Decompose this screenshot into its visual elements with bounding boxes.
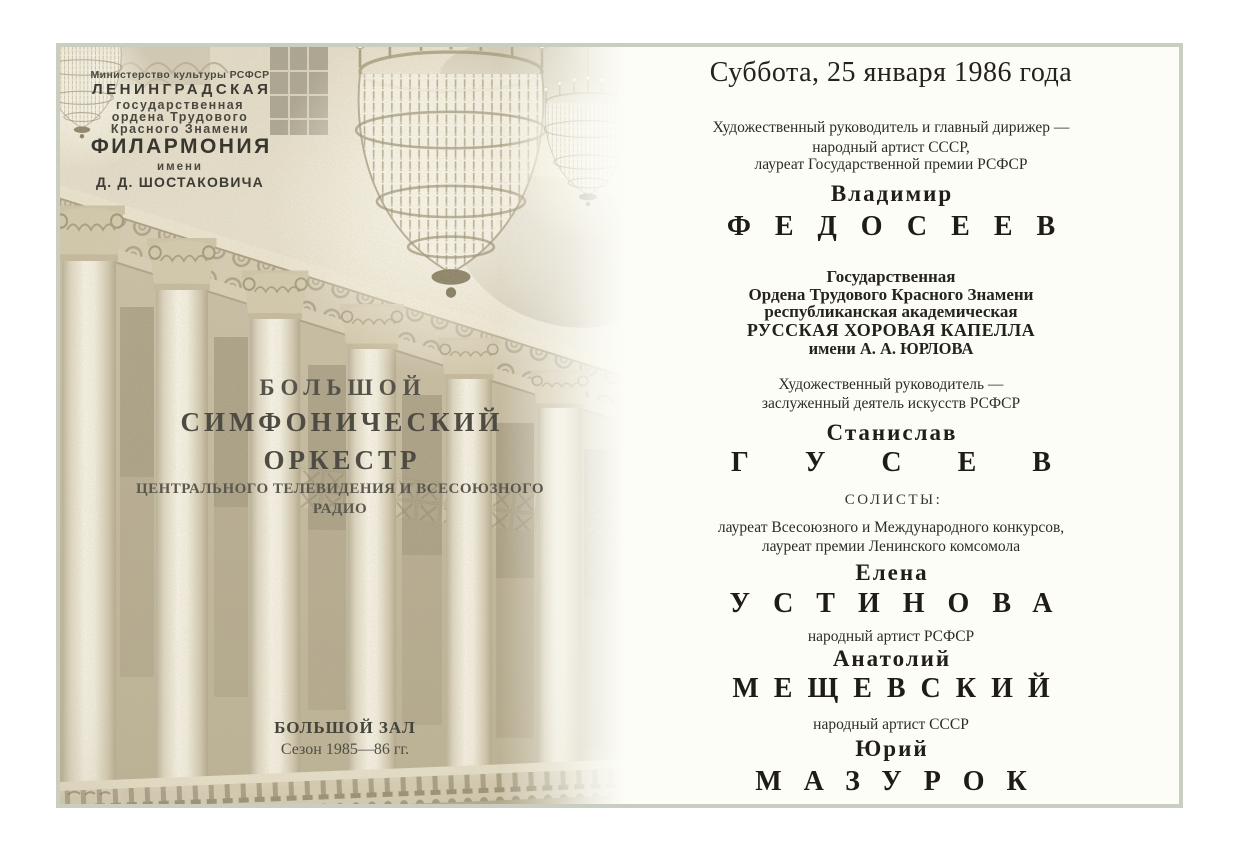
conductor-role-line1: Художественный руководитель и главный дирижер — bbox=[712, 119, 1070, 136]
org-city-line: ЛЕНИНГРАДСКАЯ bbox=[92, 81, 272, 98]
orchestra-line2: СИМФОНИЧЕСКИЙ ОРКЕСТР bbox=[180, 407, 504, 475]
ministry-line: Министерство культуры РСФСР bbox=[90, 69, 270, 81]
conductor-role-line3: лауреат Государственной премии РСФСР bbox=[754, 156, 1028, 173]
hall-name: БОЛЬШОЙ ЗАЛ bbox=[274, 718, 416, 737]
director-role-line1: Художественный руководитель — bbox=[778, 376, 1004, 393]
director-last-name: ГУСЕВ bbox=[731, 447, 1107, 478]
choir-line1: Государственная bbox=[826, 267, 956, 286]
orchestra-line3: ЦЕНТРАЛЬНОГО ТЕЛЕВИДЕНИЯ И ВСЕСОЮЗНОГО РАДИО bbox=[135, 481, 545, 517]
org-desc-line1: государственная bbox=[115, 98, 245, 112]
choir-line3: республиканская академическая bbox=[764, 302, 1018, 321]
soloist3-last-name: МАЗУРОК bbox=[755, 766, 1049, 797]
soloist-mazurok bbox=[641, 715, 1141, 800]
soloist2-credential1: народный артист РСФСР bbox=[807, 628, 975, 645]
right-page bbox=[626, 47, 1179, 804]
soloist2-last-name: МЕЩЕВСКИЙ bbox=[732, 673, 1065, 704]
org-honoree-line: Д. Д. ШОСТАКОВИЧА bbox=[96, 174, 264, 190]
soloist1-last-name: УСТИНОВА bbox=[729, 588, 1076, 619]
choir-block bbox=[641, 268, 1141, 358]
soloist-meshchevsky bbox=[641, 627, 1141, 707]
soloist3-credential1: народный артист СССР bbox=[813, 716, 969, 733]
card-frame bbox=[56, 43, 1183, 808]
conductor-role-line2: народный артист СССР, bbox=[812, 139, 970, 156]
choir-imeni: имени А. А. ЮРЛОВА bbox=[808, 338, 974, 358]
soloist3-first-name: Юрий bbox=[855, 736, 929, 761]
orchestra-line1: БОЛЬШОЙ bbox=[259, 375, 427, 400]
conductor-first-name: Владимир bbox=[830, 181, 954, 206]
card-inner bbox=[60, 47, 1179, 804]
director-role-line2: заслуженный деятель искусств РСФСР bbox=[761, 395, 1021, 412]
concert-date: Суббота, 25 января 1986 года bbox=[709, 57, 1073, 88]
conductor-block bbox=[641, 119, 1141, 244]
soloist1-credential2: лауреат премии Ленинского комсомола bbox=[761, 538, 1021, 555]
org-name-line: ФИЛАРМОНИЯ bbox=[90, 135, 272, 158]
org-imeni-line: имени bbox=[157, 161, 203, 173]
director-first-name: Станислав bbox=[826, 420, 958, 445]
left-page bbox=[60, 47, 626, 804]
org-desc-line3: Красного Знамени bbox=[110, 122, 250, 136]
soloist1-first-name: Елена bbox=[855, 560, 929, 585]
orchestra-title bbox=[120, 373, 560, 519]
soloists-heading: СОЛИСТЫ: bbox=[844, 492, 943, 508]
choir-line2: Ордена Трудового Красного Знамени bbox=[748, 284, 1034, 304]
choir-name: РУССКАЯ ХОРОВАЯ КАПЕЛЛА bbox=[746, 319, 1036, 340]
soloist2-first-name: Анатолий bbox=[832, 646, 952, 671]
venue-season bbox=[215, 718, 475, 760]
choir-director-block bbox=[641, 375, 1141, 480]
soloist-ustinova bbox=[641, 518, 1141, 621]
conductor-last-name: ФЕДОСЕЕВ bbox=[726, 211, 1080, 242]
philharmonic-header bbox=[60, 69, 300, 190]
season-label: Сезон 1985—86 гг. bbox=[280, 741, 410, 758]
org-desc-line2: ордена Трудового bbox=[111, 110, 249, 124]
soloist1-credential1: лауреат Всесоюзного и Международного конкурсов, bbox=[717, 519, 1065, 536]
